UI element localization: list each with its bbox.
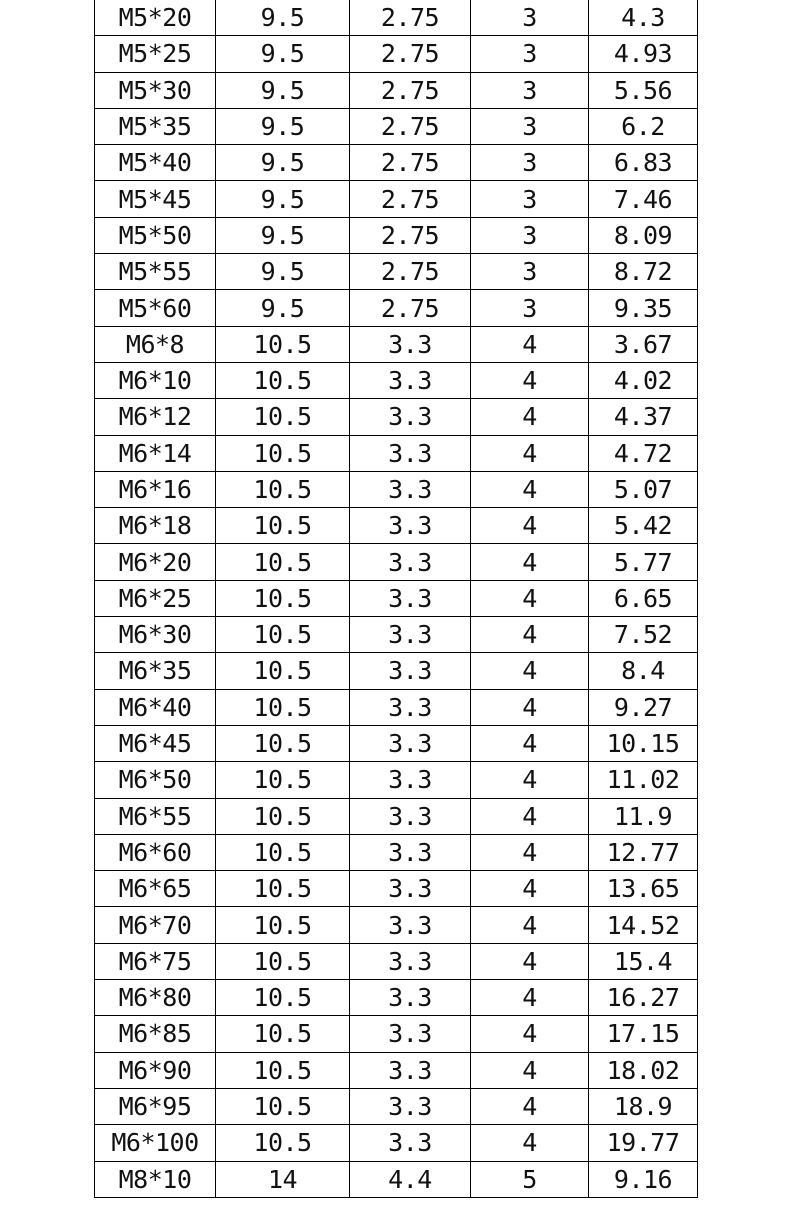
col5-cell: 8.09 xyxy=(589,217,698,253)
col3-cell: 3.3 xyxy=(350,1125,471,1161)
col5-cell: 4.93 xyxy=(589,36,698,72)
col5-cell: 10.15 xyxy=(589,725,698,761)
col5-cell: 12.77 xyxy=(589,834,698,870)
col4-cell: 3 xyxy=(471,72,589,108)
col2-cell: 14 xyxy=(216,1161,350,1197)
table-row xyxy=(95,1016,698,1052)
table-row xyxy=(95,145,698,181)
col2-cell: 10.5 xyxy=(216,798,350,834)
col4-cell: 5 xyxy=(471,1161,589,1197)
col5-cell: 6.2 xyxy=(589,108,698,144)
col3-cell: 2.75 xyxy=(350,181,471,217)
size-cell: M6*75 xyxy=(95,943,216,979)
col3-cell: 2.75 xyxy=(350,217,471,253)
col2-cell: 10.5 xyxy=(216,617,350,653)
size-cell: M6*8 xyxy=(95,326,216,362)
col4-cell: 4 xyxy=(471,399,589,435)
col3-cell: 2.75 xyxy=(350,254,471,290)
col5-cell: 19.77 xyxy=(589,1125,698,1161)
col2-cell: 10.5 xyxy=(216,544,350,580)
col5-cell: 5.42 xyxy=(589,508,698,544)
col2-cell: 9.5 xyxy=(216,72,350,108)
table-row xyxy=(95,762,698,798)
table-row xyxy=(95,435,698,471)
col4-cell: 3 xyxy=(471,108,589,144)
col2-cell: 10.5 xyxy=(216,762,350,798)
table-row xyxy=(95,326,698,362)
col3-cell: 3.3 xyxy=(350,617,471,653)
table-row xyxy=(95,254,698,290)
table-row xyxy=(95,580,698,616)
col2-cell: 10.5 xyxy=(216,943,350,979)
col2-cell: 9.5 xyxy=(216,0,350,36)
spec-table xyxy=(94,0,698,1198)
table-row xyxy=(95,798,698,834)
table-row xyxy=(95,1125,698,1161)
col5-cell: 7.46 xyxy=(589,181,698,217)
col5-cell: 6.65 xyxy=(589,580,698,616)
table-row xyxy=(95,36,698,72)
col5-cell: 17.15 xyxy=(589,1016,698,1052)
col5-cell: 5.77 xyxy=(589,544,698,580)
col3-cell: 3.3 xyxy=(350,834,471,870)
col3-cell: 3.3 xyxy=(350,725,471,761)
col4-cell: 4 xyxy=(471,508,589,544)
table-row xyxy=(95,508,698,544)
col4-cell: 4 xyxy=(471,1052,589,1088)
size-cell: M5*45 xyxy=(95,181,216,217)
col4-cell: 4 xyxy=(471,980,589,1016)
size-cell: M6*10 xyxy=(95,362,216,398)
col5-cell: 9.27 xyxy=(589,689,698,725)
col2-cell: 10.5 xyxy=(216,907,350,943)
col3-cell: 3.3 xyxy=(350,580,471,616)
col4-cell: 4 xyxy=(471,1125,589,1161)
col2-cell: 9.5 xyxy=(216,145,350,181)
col5-cell: 8.72 xyxy=(589,254,698,290)
col4-cell: 3 xyxy=(471,217,589,253)
col3-cell: 3.3 xyxy=(350,1052,471,1088)
size-cell: M6*55 xyxy=(95,798,216,834)
size-cell: M6*95 xyxy=(95,1088,216,1124)
col2-cell: 9.5 xyxy=(216,36,350,72)
size-cell: M5*35 xyxy=(95,108,216,144)
size-cell: M6*35 xyxy=(95,653,216,689)
col2-cell: 10.5 xyxy=(216,871,350,907)
col5-cell: 4.3 xyxy=(589,0,698,36)
col4-cell: 4 xyxy=(471,871,589,907)
col4-cell: 4 xyxy=(471,617,589,653)
size-cell: M5*20 xyxy=(95,0,216,36)
col5-cell: 18.9 xyxy=(589,1088,698,1124)
col2-cell: 9.5 xyxy=(216,290,350,326)
size-cell: M6*20 xyxy=(95,544,216,580)
size-cell: M6*60 xyxy=(95,834,216,870)
col2-cell: 10.5 xyxy=(216,1088,350,1124)
col5-cell: 3.67 xyxy=(589,326,698,362)
size-cell: M6*16 xyxy=(95,471,216,507)
col2-cell: 10.5 xyxy=(216,1052,350,1088)
col5-cell: 9.35 xyxy=(589,290,698,326)
col3-cell: 3.3 xyxy=(350,1016,471,1052)
size-cell: M6*50 xyxy=(95,762,216,798)
col3-cell: 2.75 xyxy=(350,72,471,108)
spec-table-body xyxy=(95,0,698,1197)
table-row xyxy=(95,1088,698,1124)
col4-cell: 3 xyxy=(471,290,589,326)
col3-cell: 3.3 xyxy=(350,653,471,689)
size-cell: M6*14 xyxy=(95,435,216,471)
col2-cell: 10.5 xyxy=(216,980,350,1016)
col3-cell: 3.3 xyxy=(350,689,471,725)
col4-cell: 4 xyxy=(471,580,589,616)
col3-cell: 3.3 xyxy=(350,508,471,544)
col2-cell: 10.5 xyxy=(216,399,350,435)
col5-cell: 16.27 xyxy=(589,980,698,1016)
col2-cell: 10.5 xyxy=(216,471,350,507)
col4-cell: 4 xyxy=(471,689,589,725)
size-cell: M6*12 xyxy=(95,399,216,435)
size-cell: M5*60 xyxy=(95,290,216,326)
col4-cell: 4 xyxy=(471,943,589,979)
table-row xyxy=(95,980,698,1016)
col4-cell: 4 xyxy=(471,471,589,507)
col5-cell: 4.37 xyxy=(589,399,698,435)
col3-cell: 3.3 xyxy=(350,435,471,471)
size-cell: M5*40 xyxy=(95,145,216,181)
col5-cell: 6.83 xyxy=(589,145,698,181)
col2-cell: 10.5 xyxy=(216,1125,350,1161)
col4-cell: 4 xyxy=(471,725,589,761)
size-cell: M6*100 xyxy=(95,1125,216,1161)
table-row xyxy=(95,653,698,689)
col4-cell: 3 xyxy=(471,181,589,217)
table-row xyxy=(95,871,698,907)
table-row xyxy=(95,181,698,217)
table-row xyxy=(95,834,698,870)
table-row xyxy=(95,544,698,580)
col2-cell: 10.5 xyxy=(216,689,350,725)
table-row xyxy=(95,0,698,36)
table-row xyxy=(95,617,698,653)
table-row xyxy=(95,72,698,108)
col4-cell: 4 xyxy=(471,834,589,870)
col3-cell: 3.3 xyxy=(350,362,471,398)
col3-cell: 3.3 xyxy=(350,471,471,507)
col5-cell: 18.02 xyxy=(589,1052,698,1088)
col4-cell: 4 xyxy=(471,326,589,362)
col4-cell: 3 xyxy=(471,36,589,72)
col2-cell: 10.5 xyxy=(216,362,350,398)
size-cell: M6*18 xyxy=(95,508,216,544)
size-cell: M6*45 xyxy=(95,725,216,761)
col3-cell: 3.3 xyxy=(350,544,471,580)
col3-cell: 3.3 xyxy=(350,871,471,907)
table-row xyxy=(95,362,698,398)
size-cell: M6*40 xyxy=(95,689,216,725)
table-row xyxy=(95,907,698,943)
col4-cell: 4 xyxy=(471,362,589,398)
size-cell: M5*25 xyxy=(95,36,216,72)
col2-cell: 10.5 xyxy=(216,725,350,761)
size-cell: M5*30 xyxy=(95,72,216,108)
col2-cell: 10.5 xyxy=(216,1016,350,1052)
col5-cell: 7.52 xyxy=(589,617,698,653)
col4-cell: 4 xyxy=(471,798,589,834)
table-row xyxy=(95,943,698,979)
table-row xyxy=(95,399,698,435)
col3-cell: 2.75 xyxy=(350,36,471,72)
col2-cell: 10.5 xyxy=(216,435,350,471)
col5-cell: 15.4 xyxy=(589,943,698,979)
size-cell: M6*85 xyxy=(95,1016,216,1052)
col3-cell: 2.75 xyxy=(350,290,471,326)
col4-cell: 3 xyxy=(471,145,589,181)
col3-cell: 3.3 xyxy=(350,943,471,979)
col4-cell: 4 xyxy=(471,544,589,580)
col2-cell: 9.5 xyxy=(216,181,350,217)
col2-cell: 10.5 xyxy=(216,653,350,689)
col4-cell: 3 xyxy=(471,254,589,290)
col3-cell: 3.3 xyxy=(350,980,471,1016)
col5-cell: 5.07 xyxy=(589,471,698,507)
col3-cell: 2.75 xyxy=(350,0,471,36)
col3-cell: 2.75 xyxy=(350,145,471,181)
col3-cell: 3.3 xyxy=(350,907,471,943)
col5-cell: 8.4 xyxy=(589,653,698,689)
size-cell: M6*30 xyxy=(95,617,216,653)
col5-cell: 11.9 xyxy=(589,798,698,834)
table-row xyxy=(95,725,698,761)
table-row xyxy=(95,1052,698,1088)
table-row xyxy=(95,471,698,507)
col2-cell: 10.5 xyxy=(216,580,350,616)
size-cell: M6*65 xyxy=(95,871,216,907)
col3-cell: 4.4 xyxy=(350,1161,471,1197)
col3-cell: 3.3 xyxy=(350,798,471,834)
col4-cell: 4 xyxy=(471,762,589,798)
col4-cell: 4 xyxy=(471,653,589,689)
size-cell: M5*55 xyxy=(95,254,216,290)
size-cell: M8*10 xyxy=(95,1161,216,1197)
size-cell: M6*90 xyxy=(95,1052,216,1088)
size-cell: M6*25 xyxy=(95,580,216,616)
col2-cell: 10.5 xyxy=(216,508,350,544)
col3-cell: 3.3 xyxy=(350,399,471,435)
col4-cell: 4 xyxy=(471,1016,589,1052)
col2-cell: 10.5 xyxy=(216,834,350,870)
col5-cell: 14.52 xyxy=(589,907,698,943)
table-row xyxy=(95,689,698,725)
size-cell: M6*70 xyxy=(95,907,216,943)
table-row xyxy=(95,217,698,253)
size-cell: M5*50 xyxy=(95,217,216,253)
size-cell: M6*80 xyxy=(95,980,216,1016)
col3-cell: 3.3 xyxy=(350,762,471,798)
table-row xyxy=(95,108,698,144)
table-row xyxy=(95,1161,698,1197)
col5-cell: 4.02 xyxy=(589,362,698,398)
col5-cell: 9.16 xyxy=(589,1161,698,1197)
col5-cell: 4.72 xyxy=(589,435,698,471)
col2-cell: 9.5 xyxy=(216,254,350,290)
col3-cell: 3.3 xyxy=(350,326,471,362)
col5-cell: 11.02 xyxy=(589,762,698,798)
col3-cell: 3.3 xyxy=(350,1088,471,1124)
col5-cell: 13.65 xyxy=(589,871,698,907)
col5-cell: 5.56 xyxy=(589,72,698,108)
col2-cell: 9.5 xyxy=(216,108,350,144)
col4-cell: 3 xyxy=(471,0,589,36)
col4-cell: 4 xyxy=(471,1088,589,1124)
col2-cell: 9.5 xyxy=(216,217,350,253)
col4-cell: 4 xyxy=(471,907,589,943)
table-row xyxy=(95,290,698,326)
col4-cell: 4 xyxy=(471,435,589,471)
col2-cell: 10.5 xyxy=(216,326,350,362)
col3-cell: 2.75 xyxy=(350,108,471,144)
